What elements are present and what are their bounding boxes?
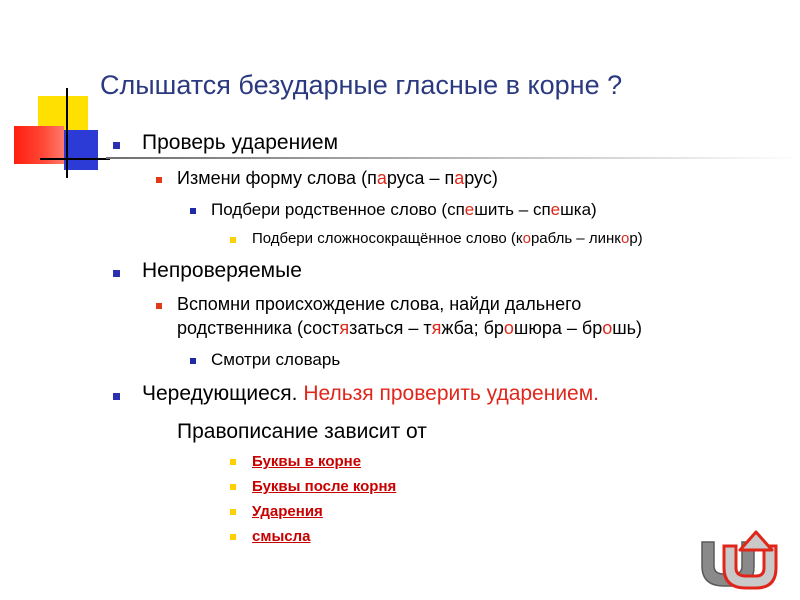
bullet-square-icon	[156, 177, 162, 183]
bullet-square-icon	[230, 509, 236, 515]
list-item-change-form: Измени форму слова (паруса – парус)	[177, 168, 498, 189]
item-label: Непроверяемые	[142, 259, 302, 282]
bullet-square-icon	[156, 303, 162, 309]
decor-horizontal-line	[40, 158, 110, 160]
decor-blue-square	[64, 130, 98, 170]
link-item-root-letters[interactable]	[252, 453, 361, 471]
list-item-unverifiable	[142, 259, 302, 283]
title-underline-rule	[106, 157, 800, 159]
link-item-after-root-letters[interactable]	[252, 478, 396, 496]
link-after-root-letters[interactable]: Буквы после корня	[252, 478, 397, 495]
bullet-square-icon	[190, 208, 196, 214]
bullet-square-icon	[230, 484, 236, 490]
bullet-square-icon	[230, 534, 236, 540]
bullet-square-icon	[230, 459, 236, 465]
decor-vertical-line	[66, 88, 68, 178]
bullet-square-icon	[113, 270, 120, 277]
bullet-square-icon	[113, 393, 120, 400]
list-item-alternating: Чередующиеся. Нельзя проверить ударением.	[142, 382, 599, 406]
warning-text: Нельзя проверить ударением.	[303, 382, 600, 405]
link-meaning[interactable]: смысла	[252, 528, 311, 545]
list-item-compound-word: Подбери сложносокращённое слово (корабль – линкор)	[252, 230, 643, 247]
slide-title: Слышатся безударные гласные в корне ?	[100, 70, 623, 100]
item-label: Проверь ударением	[142, 131, 339, 154]
spelling-depends-label: Правописание зависит от	[177, 420, 427, 443]
list-item-origin-continued: родственника (состязаться – тяжба; брошюра – брошь)	[177, 318, 643, 338]
list-item-origin: Вспомни происхождение слова, найди дальнего	[177, 294, 581, 315]
link-item-meaning[interactable]	[252, 528, 310, 546]
bullet-square-icon	[113, 142, 120, 149]
list-item-dictionary: Смотри словарь	[211, 350, 340, 370]
link-root-letters[interactable]: Буквы в корне	[252, 453, 362, 470]
list-item-check-stress	[142, 131, 338, 155]
return-arrow-icon[interactable]	[694, 528, 786, 592]
link-item-stress[interactable]	[252, 503, 323, 521]
bullet-square-icon	[230, 237, 236, 243]
bullet-square-icon	[190, 358, 196, 364]
list-item-related-word: Подбери родственное слово (спешить – спешка)	[211, 200, 597, 220]
link-stress[interactable]: Ударения	[252, 503, 323, 520]
